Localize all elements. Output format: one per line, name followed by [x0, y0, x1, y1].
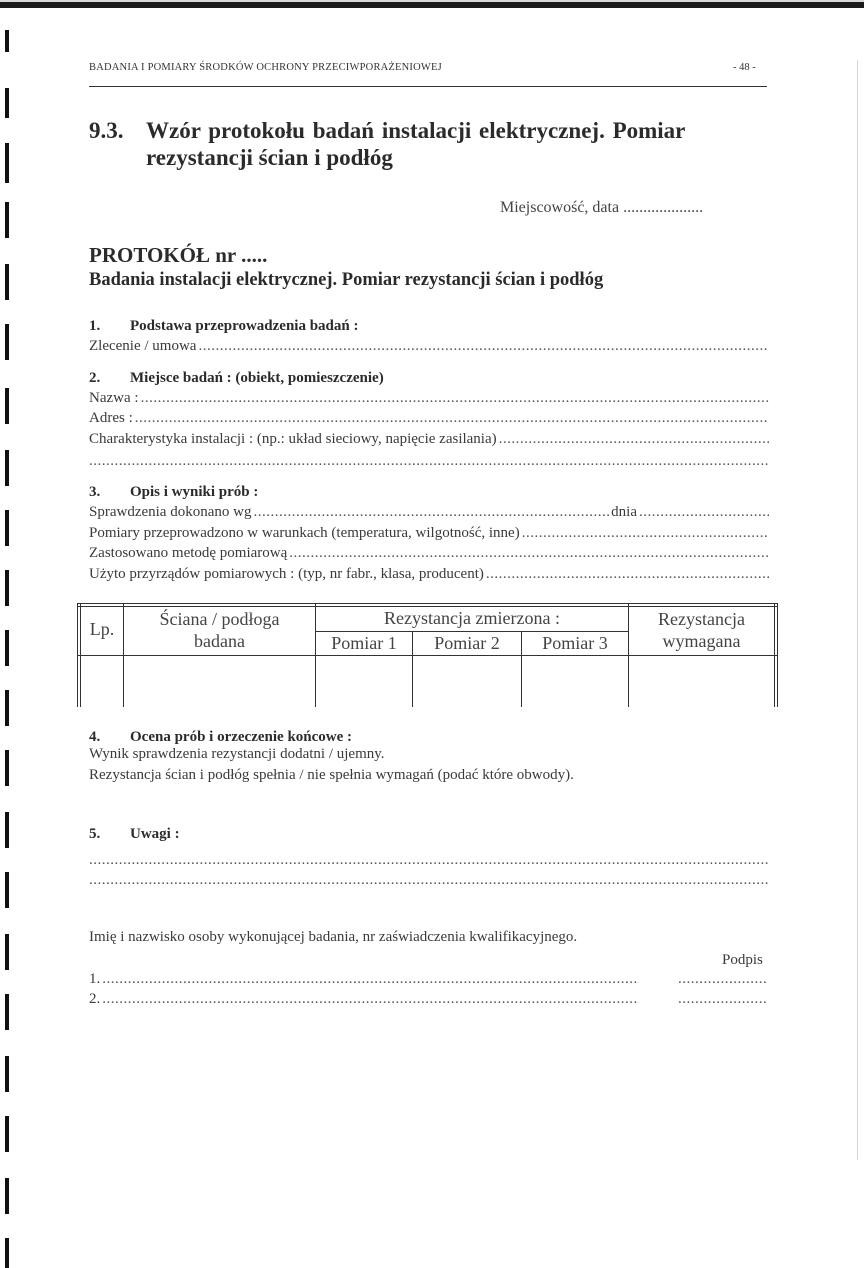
scan-binding-mark	[5, 872, 9, 908]
protocol-subheading: Badania instalacji elektrycznej. Pomiar rezystancji ścian i podłóg	[89, 270, 604, 290]
fill-dots	[253, 504, 609, 521]
scan-binding-mark	[5, 324, 9, 360]
instruments-field: Użyto przyrządów pomiarowych : (typ, nr fabr., klasa, producent) .....	[89, 566, 769, 583]
title-number: 9.3.	[89, 118, 124, 143]
scan-binding-mark	[5, 88, 9, 118]
method-field: Zastosowano metodę pomiarową .....	[89, 545, 769, 562]
fill-dots	[486, 566, 769, 583]
name-field: Nazwa : .....	[89, 390, 769, 407]
scan-binding-mark	[5, 690, 9, 726]
table-border	[315, 631, 628, 632]
header-rule	[89, 86, 767, 87]
fill-dots	[135, 410, 769, 427]
place-date-field: Miejscowość, data ....................	[500, 199, 704, 216]
scan-binding-mark	[5, 1116, 9, 1152]
remarks-line	[89, 852, 769, 869]
signature-caption: Imię i nazwisko osoby wykonującej badania, nr zaświadczenia kwalifikacyjnego.	[89, 929, 578, 945]
header-measurement-3: Pomiar 3	[542, 633, 608, 653]
header-measurement-1: Pomiar 1	[331, 633, 397, 653]
measurement-table	[77, 603, 777, 707]
resistance-result-text: Wynik sprawdzenia rezystancji dodatni / ujemny.	[89, 746, 385, 762]
header-required-2: wymagana	[662, 631, 741, 651]
checks-field: Sprawdzenia dokonano wg ..... dnia .....	[89, 504, 769, 521]
signature-row-2: 2. .....	[89, 991, 639, 1008]
section-3-heading: 3. Opis i wyniki prób :	[89, 484, 259, 500]
blank-dotted-line	[89, 453, 769, 470]
scan-binding-mark	[5, 510, 9, 546]
scan-binding-mark	[5, 143, 9, 183]
header-required-1: Rezystancja	[658, 609, 745, 629]
fill-dots	[89, 453, 769, 470]
conditions-field: Pomiary przeprowadzono w warunkach (temperatura, wilgotność, inne) .....	[89, 525, 769, 542]
scan-binding-mark	[5, 388, 9, 424]
fill-dots	[289, 545, 769, 562]
header-surface-2: badana	[194, 631, 245, 651]
fill-dots	[499, 431, 769, 448]
scan-binding-mark	[5, 202, 9, 238]
header-measured: Rezystancja zmierzona :	[384, 608, 560, 628]
table-border	[77, 655, 778, 656]
scan-binding-mark	[5, 812, 9, 848]
table-border	[77, 603, 778, 604]
header-surface-1: Ściana / podłoga	[159, 609, 280, 629]
scan-binding-mark	[5, 1238, 9, 1268]
remarks-line	[89, 872, 769, 889]
page-number: - 48 -	[733, 62, 756, 73]
scan-binding-mark	[5, 934, 9, 970]
signature-row-1: 1. .....	[89, 971, 639, 988]
fill-dots	[198, 338, 769, 355]
header-lp: Lp.	[89, 619, 115, 639]
fill-dots	[102, 971, 639, 988]
scan-binding-mark	[5, 264, 9, 300]
scan-edge-top	[0, 2, 864, 8]
scan-binding-mark	[5, 1178, 9, 1214]
title-line-2: rezystancji ścian i podłóg	[146, 145, 393, 170]
installation-characteristic-field: Charakterystyka instalacji : (np.: układ sieciowy, napięcie zasilania) .....	[89, 431, 769, 448]
fill-dots	[522, 525, 769, 542]
scan-binding-mark	[5, 630, 9, 666]
scan-binding-mark	[5, 1056, 9, 1092]
scan-binding-mark	[5, 750, 9, 786]
section-4-heading: 4. Ocena prób i orzeczenie końcowe :	[89, 729, 353, 745]
day-label: dnia	[611, 504, 637, 520]
header-measurement-2: Pomiar 2	[434, 633, 500, 653]
table-border	[77, 606, 778, 607]
scan-binding-mark	[5, 570, 9, 606]
order-field: Zlecenie / umowa .....	[89, 338, 769, 355]
section-1-heading: 1. Podstawa przeprowadzenia badań :	[89, 318, 359, 334]
signature-label: Podpis	[722, 952, 763, 968]
section-5-heading: 5. Uwagi :	[89, 826, 180, 842]
signature-dots-2	[678, 991, 768, 1008]
protocol-heading: PROTOKÓŁ nr .....	[89, 243, 268, 267]
running-header: BADANIA I POMIARY ŚRODKÓW OCHRONY PRZECIWPORAŻENIOWEJ	[89, 62, 442, 73]
section-2-heading: 2. Miejsce badań : (obiekt, pomieszczenie)	[89, 370, 384, 386]
fill-dots	[102, 991, 639, 1008]
scan-edge-right	[857, 60, 858, 1160]
requirement-text: Rezystancja ścian i podłóg spełnia / nie spełnia wymagań (podać które obwody).	[89, 767, 574, 783]
fill-dots	[89, 852, 769, 869]
scan-binding-mark	[5, 30, 9, 52]
page-title	[89, 118, 685, 144]
title-line-1: Wzór protokołu badań instalacji elektrycznej. Pomiar	[146, 118, 686, 143]
fill-dots	[89, 872, 769, 889]
address-field: Adres : .....	[89, 410, 769, 427]
scan-binding-mark	[5, 994, 9, 1030]
fill-dots	[141, 390, 769, 407]
fill-dots	[639, 504, 769, 521]
scan-binding-mark	[5, 450, 9, 486]
signature-dots-1	[678, 971, 768, 988]
